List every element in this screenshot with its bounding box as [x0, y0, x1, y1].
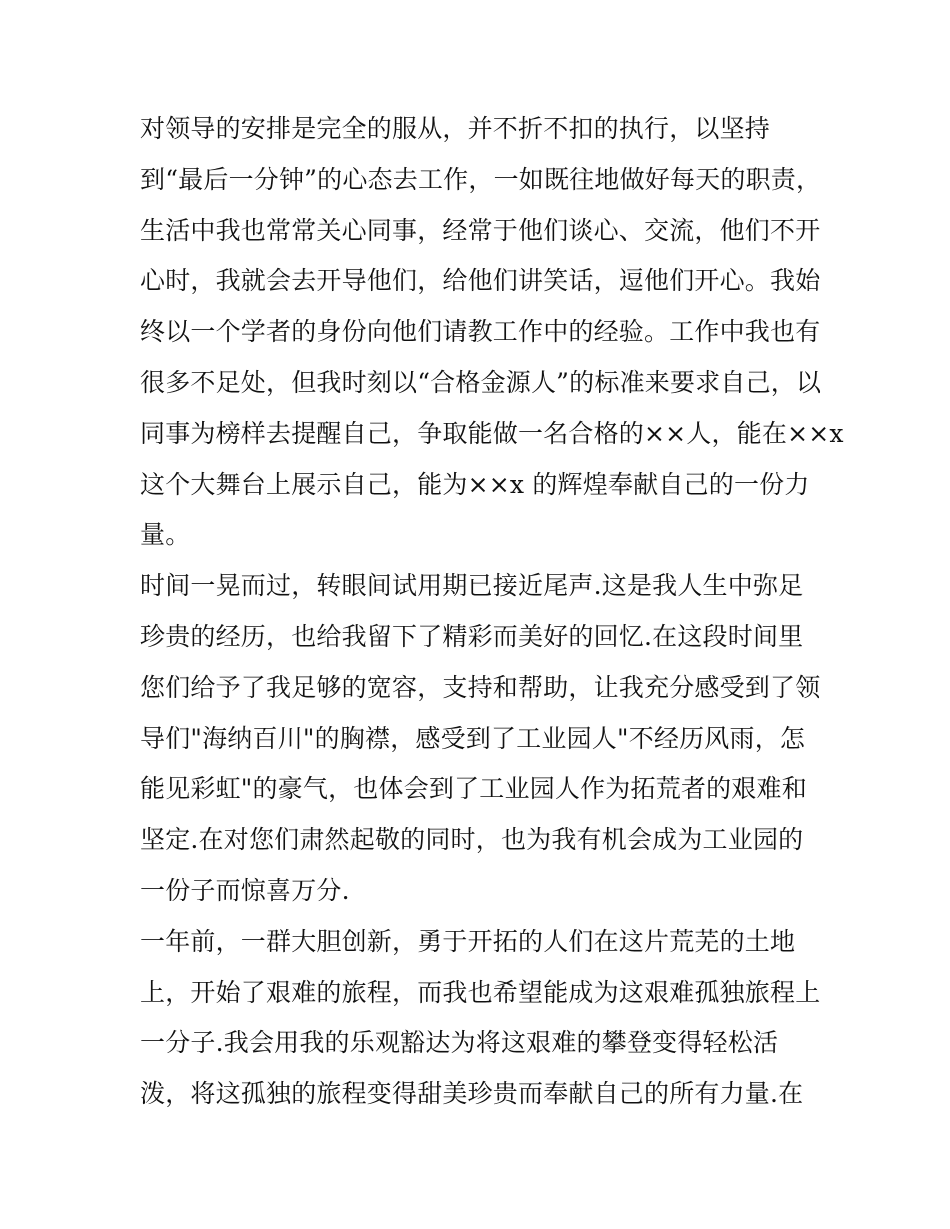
text-line: 终以一个学者的身份向他们请教工作中的经验。工作中我也有	[140, 317, 821, 347]
text-line: 一年前，一群大胆创新，勇于开拓的人们在这片荒芜的土地	[140, 926, 796, 956]
body-text	[140, 104, 844, 1120]
text-line: 导们"海纳百川"的胸襟，感受到了工业园人"不经历风雨，怎	[140, 723, 806, 753]
text-line: 一份子而惊喜万分.	[140, 875, 350, 905]
text-line: 能见彩虹"的豪气，也体会到了工业园人作为拓荒者的艰难和	[140, 774, 807, 804]
text-line: 您们给予了我足够的宽容，支持和帮助，让我充分感受到了领	[140, 672, 821, 702]
text-line: 这个大舞台上展示自己，能为××x 的辉煌奉献自己的一份力	[140, 469, 810, 499]
text-line: 坚定.在对您们肃然起敬的同时，也为我有机会成为工业园的	[140, 825, 804, 855]
text-line: 量。	[140, 520, 191, 550]
text-line: 生活中我也常常关心同事，经常于他们谈心、交流，他们不开	[140, 215, 821, 245]
text-line: 心时，我就会去开导他们，给他们讲笑话，逗他们开心。我始	[140, 266, 821, 296]
text-line: 对领导的安排是完全的服从，并不折不扣的执行，以坚持	[140, 114, 771, 143]
text-line: 珍贵的经历，也给我留下了精彩而美好的回忆.在这段时间里	[140, 621, 804, 651]
text-line: 同事为榜样去提醒自己，争取能做一名合格的××人，能在××x	[140, 418, 844, 448]
text-line: 很多不足处，但我时刻以“合格金源人”的标准来要求自己，以	[140, 367, 822, 397]
text-line: 时间一晃而过，转眼间试用期已接近尾声.这是我人生中弥足	[140, 571, 804, 601]
text-line: 到“最后一分钟”的心态去工作，一如既往地做好每天的职责，	[140, 164, 822, 194]
text-line: 泼，将这孤独的旅程变得甜美珍贵而奉献自己的所有力量.在	[140, 1079, 804, 1109]
text-line: 上，开始了艰难的旅程，而我也希望能成为这艰难孤独旅程上	[140, 977, 821, 1007]
text-line: 一分子.我会用我的乐观豁达为将这艰难的攀登变得轻松活	[140, 1028, 779, 1058]
